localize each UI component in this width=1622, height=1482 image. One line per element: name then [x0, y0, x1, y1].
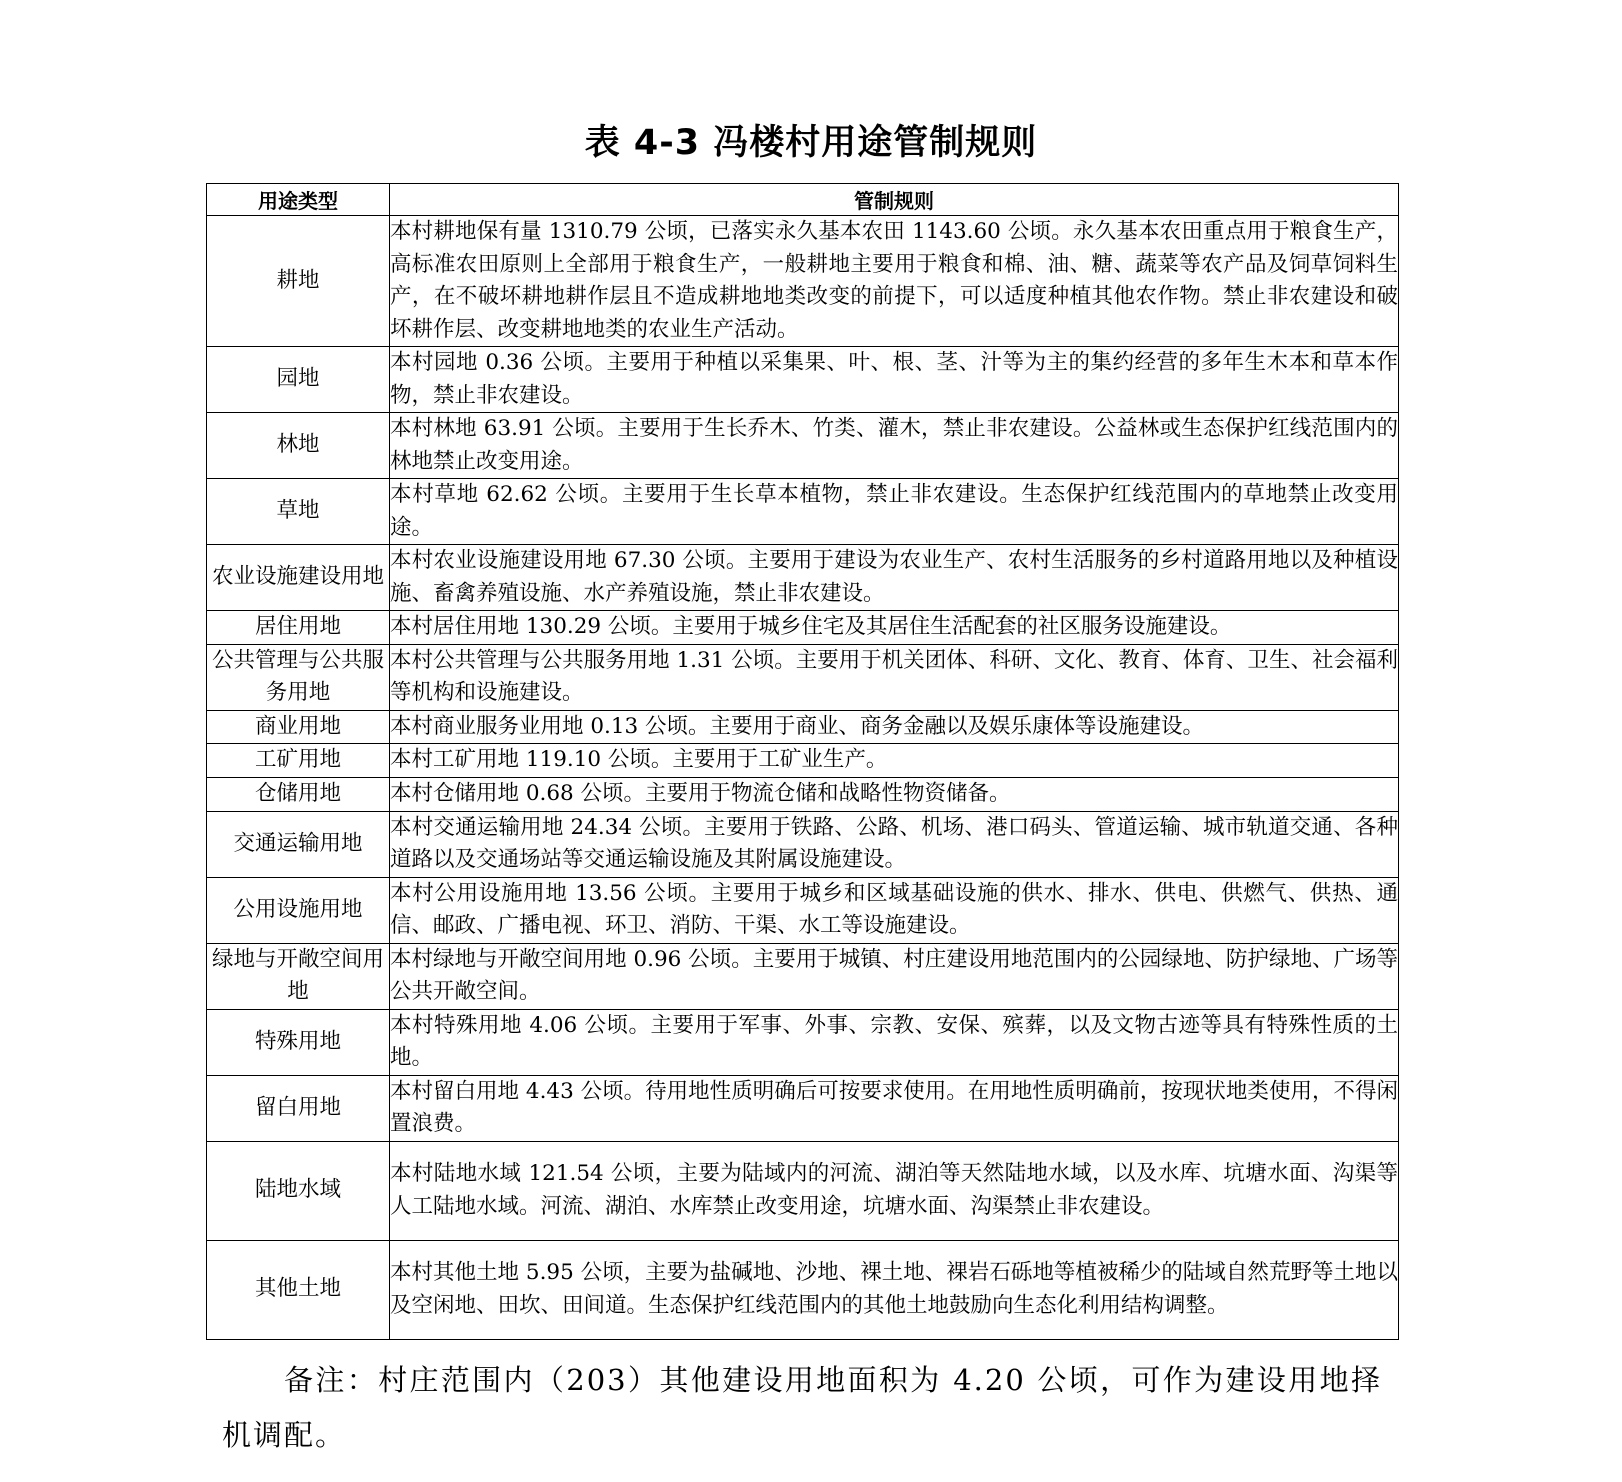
- row-use-type: 交通运输用地: [207, 811, 390, 877]
- footnote: 备注：村庄范围内（203）其他建设用地面积为 4.20 公顷，可作为建设用地择机调配。: [222, 1363, 1382, 1452]
- row-use-type: 仓储用地: [207, 778, 390, 812]
- row-control-rule: 本村草地 62.62 公顷。主要用于生长草本植物，禁止非农建设。生态保护红线范围内的草地禁止改变用途。: [390, 479, 1399, 545]
- row-use-type: 商业用地: [207, 710, 390, 744]
- table-row: [207, 611, 1399, 645]
- table-row: [207, 877, 1399, 943]
- table-row: [207, 1075, 1399, 1141]
- table-row: [207, 943, 1399, 1009]
- table-header-row: [207, 184, 1399, 216]
- row-use-type: 工矿用地: [207, 744, 390, 778]
- row-use-type: 林地: [207, 413, 390, 479]
- row-use-type: 耕地: [207, 216, 390, 347]
- row-control-rule: 本村居住用地 130.29 公顷。主要用于城乡住宅及其居住生活配套的社区服务设施建设。: [390, 611, 1399, 645]
- table-row: [207, 1141, 1399, 1240]
- row-use-type: 留白用地: [207, 1075, 390, 1141]
- table-row: [207, 545, 1399, 611]
- row-control-rule: 本村工矿用地 119.10 公顷。主要用于工矿业生产。: [390, 744, 1399, 778]
- row-control-rule: 本村留白用地 4.43 公顷。待用地性质明确后可按要求使用。在用地性质明确前，按现状地类使用，不得闲置浪费。: [390, 1075, 1399, 1141]
- row-use-type: 农业设施建设用地: [207, 545, 390, 611]
- table-row: [207, 811, 1399, 877]
- row-control-rule: 本村陆地水域 121.54 公顷，主要为陆域内的河流、湖泊等天然陆地水域，以及水库、坑塘水面、沟渠等人工陆地水域。河流、湖泊、水库禁止改变用途，坑塘水面、沟渠禁止非农建设。: [390, 1141, 1399, 1240]
- header-control-rule: 管制规则: [390, 184, 1399, 216]
- land-use-control-table: [206, 183, 1399, 1340]
- row-control-rule: 本村特殊用地 4.06 公顷。主要用于军事、外事、宗教、安保、殡葬，以及文物古迹等具有特殊性质的土地。: [390, 1009, 1399, 1075]
- row-control-rule: 本村林地 63.91 公顷。主要用于生长乔木、竹类、灌木，禁止非农建设。公益林或生态保护红线范围内的林地禁止改变用途。: [390, 413, 1399, 479]
- table-row: [207, 710, 1399, 744]
- table-row: [207, 1240, 1399, 1339]
- row-use-type: 其他土地: [207, 1240, 390, 1339]
- row-use-type: 公共管理与公共服务用地: [207, 644, 390, 710]
- row-control-rule: 本村商业服务业用地 0.13 公顷。主要用于商业、商务金融以及娱乐康体等设施建设。: [390, 710, 1399, 744]
- row-use-type: 特殊用地: [207, 1009, 390, 1075]
- row-control-rule: 本村交通运输用地 24.34 公顷。主要用于铁路、公路、机场、港口码头、管道运输、城市轨道交通、各种道路以及交通场站等交通运输设施及其附属设施建设。: [390, 811, 1399, 877]
- row-control-rule: 本村园地 0.36 公顷。主要用于种植以采集果、叶、根、茎、汁等为主的集约经营的多年生木本和草本作物，禁止非农建设。: [390, 347, 1399, 413]
- row-use-type: 绿地与开敞空间用地: [207, 943, 390, 1009]
- row-use-type: 居住用地: [207, 611, 390, 645]
- row-control-rule: 本村其他土地 5.95 公顷，主要为盐碱地、沙地、裸土地、裸岩石砾地等植被稀少的陆域自然荒野等土地以及空闲地、田坎、田间道。生态保护红线范围内的其他土地鼓励向生态化利用结构调整。: [390, 1240, 1399, 1339]
- table-row: [207, 347, 1399, 413]
- row-control-rule: 本村耕地保有量 1310.79 公顷，已落实永久基本农田 1143.60 公顷。永久基本农田重点用于粮食生产，高标准农田原则上全部用于粮食生产，一般耕地主要用于粮食和棉、油、糖、蔬菜等农产品及饲草饲料生产，在不破坏耕地耕作层且不造成耕地地类改变的前提下，可以适度种植其他农作物。禁止非农建设和破坏耕作层、改变耕地地类的农业生产活动。: [390, 216, 1399, 347]
- row-control-rule: 本村公用设施用地 13.56 公顷。主要用于城乡和区域基础设施的供水、排水、供电、供燃气、供热、通信、邮政、广播电视、环卫、消防、干渠、水工等设施建设。: [390, 877, 1399, 943]
- row-use-type: 草地: [207, 479, 390, 545]
- table-row: [207, 644, 1399, 710]
- table-title: 表 4-3 冯楼村用途管制规则: [584, 123, 1038, 163]
- table-row: [207, 216, 1399, 347]
- header-use-type: 用途类型: [207, 184, 390, 216]
- row-use-type: 公用设施用地: [207, 877, 390, 943]
- row-use-type: 陆地水域: [207, 1141, 390, 1240]
- row-control-rule: 本村农业设施建设用地 67.30 公顷。主要用于建设为农业生产、农村生活服务的乡村道路用地以及种植设施、畜禽养殖设施、水产养殖设施，禁止非农建设。: [390, 545, 1399, 611]
- table-row: [207, 1009, 1399, 1075]
- row-use-type: 园地: [207, 347, 390, 413]
- row-control-rule: 本村绿地与开敞空间用地 0.96 公顷。主要用于城镇、村庄建设用地范围内的公园绿地、防护绿地、广场等公共开敞空间。: [390, 943, 1399, 1009]
- row-control-rule: 本村公共管理与公共服务用地 1.31 公顷。主要用于机关团体、科研、文化、教育、体育、卫生、社会福利等机构和设施建设。: [390, 644, 1399, 710]
- table-row: [207, 413, 1399, 479]
- table-row: [207, 744, 1399, 778]
- table-row: [207, 778, 1399, 812]
- table-row: [207, 479, 1399, 545]
- row-control-rule: 本村仓储用地 0.68 公顷。主要用于物流仓储和战略性物资储备。: [390, 778, 1399, 812]
